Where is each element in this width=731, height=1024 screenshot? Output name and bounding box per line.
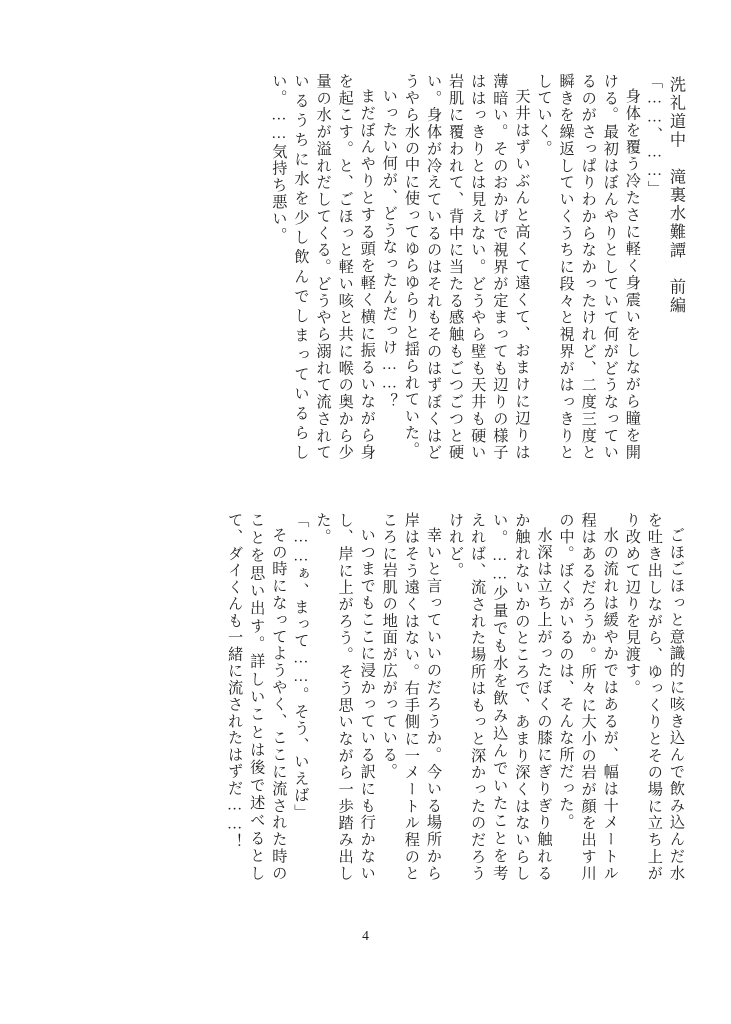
page-title: 洗礼道中 滝裏水難譚 前編 [667,76,685,316]
paragraph: 水深は立ち上がったぼくの膝にぎりぎり触れるか触れないかのところで、あまり深くはないらしい。……少量でも水を飲み込んでいたことを考えれば、流された場所はもっと深かったのだろうけれど。 [447,512,553,882]
paragraph: まだぼんやりとする頭を軽く横に振るいながら身を起こす。と、ごほっと軽い咳と共に喉の奥から少量の水が溢れだしてくる。どうやら溺れて流されているうちに水を少し飲んでしまっているらしい。……気持ち悪い。 [270,73,376,461]
text-block-2 [87,512,687,882]
paragraph: いつまでもここに浸かっている訳にも行かないし、岸に上がろう。そう思いながら一歩踏み出した。 [314,512,376,882]
paragraph: 天井はずいぶんと高くて遠くて、おまけに辺りは薄暗い。そのおかげで視界が定まっても辺りの様子ははっきりとは見えない。どうやら壁も天井も硬い岩肌に覆われて、背中に当たる感触もごつごつと硬い。身体が冷えているのはそれもそのはずぼくはどうやら水の中に使ってゆらゆらりと揺られていた。 [402,73,531,461]
paragraph: 幸いと言っていいのだろうか。今いる場所から岸はそう遠くはない。右手側に一メートル程のところに岩肌の地面が広がっている。 [380,512,442,882]
paragraph: いったい何が、どうなったんだっけ……？ [380,88,398,411]
paragraph: その時になってようやく、ここに流された時のことを思い出す。詳しいことは後で述べるとして、ダイくんも一緒に流されたはずだ……！ [226,512,288,882]
page-number: 4 [362,928,369,943]
paragraph: 水の流れは緩やかではあるが、幅は十メートル程はあるだろうか。所々に大小の岩が顔を出す川の中。ぼくがいるのは、そんな所だった。 [557,512,619,882]
paragraph: 「……ぁ、まって……。そう、いえば」 [292,512,310,821]
paragraph: 「……、……」 [646,73,663,198]
text-block-1 [105,73,665,461]
paragraph: 身体を覆う冷たさに軽く身震いをしながら瞳を開ける。最初はぼんやりとしていて何がどうなっているのがさっぱりわからなかったけれど、二度三度と瞬きを繰返していくうちに段々と視界がはっきりとしていく。 [535,73,641,461]
paragraph: ごほごほっと意識的に咳き込んで飲み込んだ水を吐き出しながら、ゆっくりとその場に立ち上がり改めて辺りを見渡す。 [623,512,685,882]
